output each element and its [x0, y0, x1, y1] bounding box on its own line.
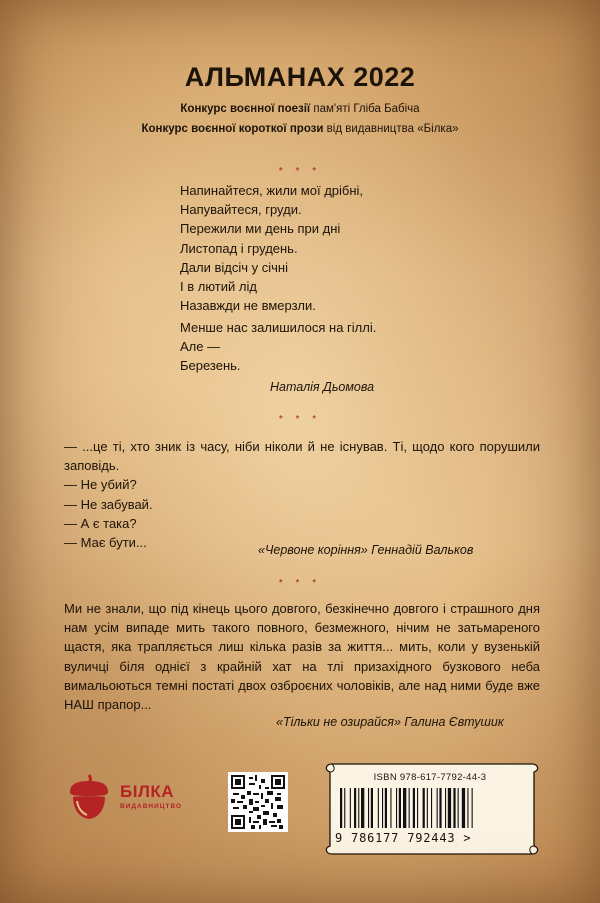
poem-author: Наталія Дьомова — [270, 380, 375, 394]
poem-line: Пережили ми день при дні — [180, 221, 341, 237]
separator-stars: * * * — [278, 166, 322, 177]
publisher-logo — [64, 772, 194, 822]
poem-line: І в лютий лід — [180, 279, 257, 295]
publisher-tagline: ВИДАВНИЦТВО — [120, 803, 183, 810]
dialogue-line: — Не убий? — [64, 477, 137, 493]
poem-stanza-1 — [180, 181, 363, 315]
dialogue-line: — ...це ті, хто зник із часу, ніби ніколи й не існував. Ті, щодо кого порушили заповідь. — [64, 439, 540, 474]
subtitle-prose-bold: Конкурс воєнної короткої прози — [141, 123, 324, 135]
subtitle-poetry-bold: Конкурс воєнної поезії — [180, 103, 311, 115]
dialogue-line: — Не забувай. — [64, 496, 153, 512]
poem-line: Але — — [180, 339, 221, 355]
subtitle-prose-rest: від видавництва «Білка» — [323, 123, 459, 135]
poem-line: Дали відсіч у січні — [180, 259, 288, 275]
separator-stars: * * * — [278, 578, 322, 589]
publisher-name: БІЛКА — [120, 782, 175, 801]
acorn-icon — [64, 772, 114, 822]
excerpt1-source — [258, 543, 473, 557]
poem-line: Листопад і грудень. — [180, 240, 298, 256]
separator-stars: * * * — [278, 414, 322, 425]
poem-line: Назавжди не вмерзли. — [180, 298, 316, 314]
excerpt2-source — [276, 715, 504, 729]
excerpt-dialogue — [64, 437, 540, 552]
poem-line: Березень. — [180, 358, 241, 374]
poem-line: Напинайтеся, жили мої дрібні, — [180, 183, 364, 198]
excerpt2-source-author: Галина Євтушик — [400, 715, 504, 729]
page-title: АЛЬМАНАХ 2022 — [184, 62, 416, 92]
dialogue-line: — А є така? — [64, 515, 137, 531]
qr-code — [228, 772, 288, 832]
subtitle-prose-contest — [0, 123, 600, 135]
poem-line: Напувайтеся, груди. — [180, 202, 302, 218]
ean-number: 9 786177 792443 > — [335, 831, 472, 845]
excerpt-prose — [64, 599, 540, 714]
excerpt1-source-author: Геннадій Вальков — [367, 543, 474, 557]
subtitle-poetry-contest — [0, 103, 600, 115]
subtitle-poetry-rest: пам'яті Гліба Бабіча — [310, 103, 420, 115]
dialogue-line: — Має бути... — [64, 535, 147, 551]
excerpt1-source-title: «Червоне коріння» — [258, 543, 368, 557]
prose-paragraph: Ми не знали, що під кінець цього довгого, безкінечно довгого і страшного дня нам усім випаде мить такого повного, безмежного, нічим не затьмареного щастя, яка трапляється лиш кілька разів за життя... мить, коли у вузенькій вуличці біля однієї з крайній хат на тлі призахідного бузкового неба вимальоються темні постаті двох озброєних чоловіків, але над ними буде вже НАШ прапор... — [64, 601, 540, 713]
poem-line: Менше нас залишилося на гіллі. — [180, 320, 377, 335]
poem-stanza-2 — [180, 318, 376, 376]
isbn-label: ISBN 978-617-7792-44-3 — [373, 772, 487, 783]
qr-code-icon — [231, 775, 285, 829]
excerpt2-source-title: «Тільки не озирайся» — [276, 715, 401, 729]
